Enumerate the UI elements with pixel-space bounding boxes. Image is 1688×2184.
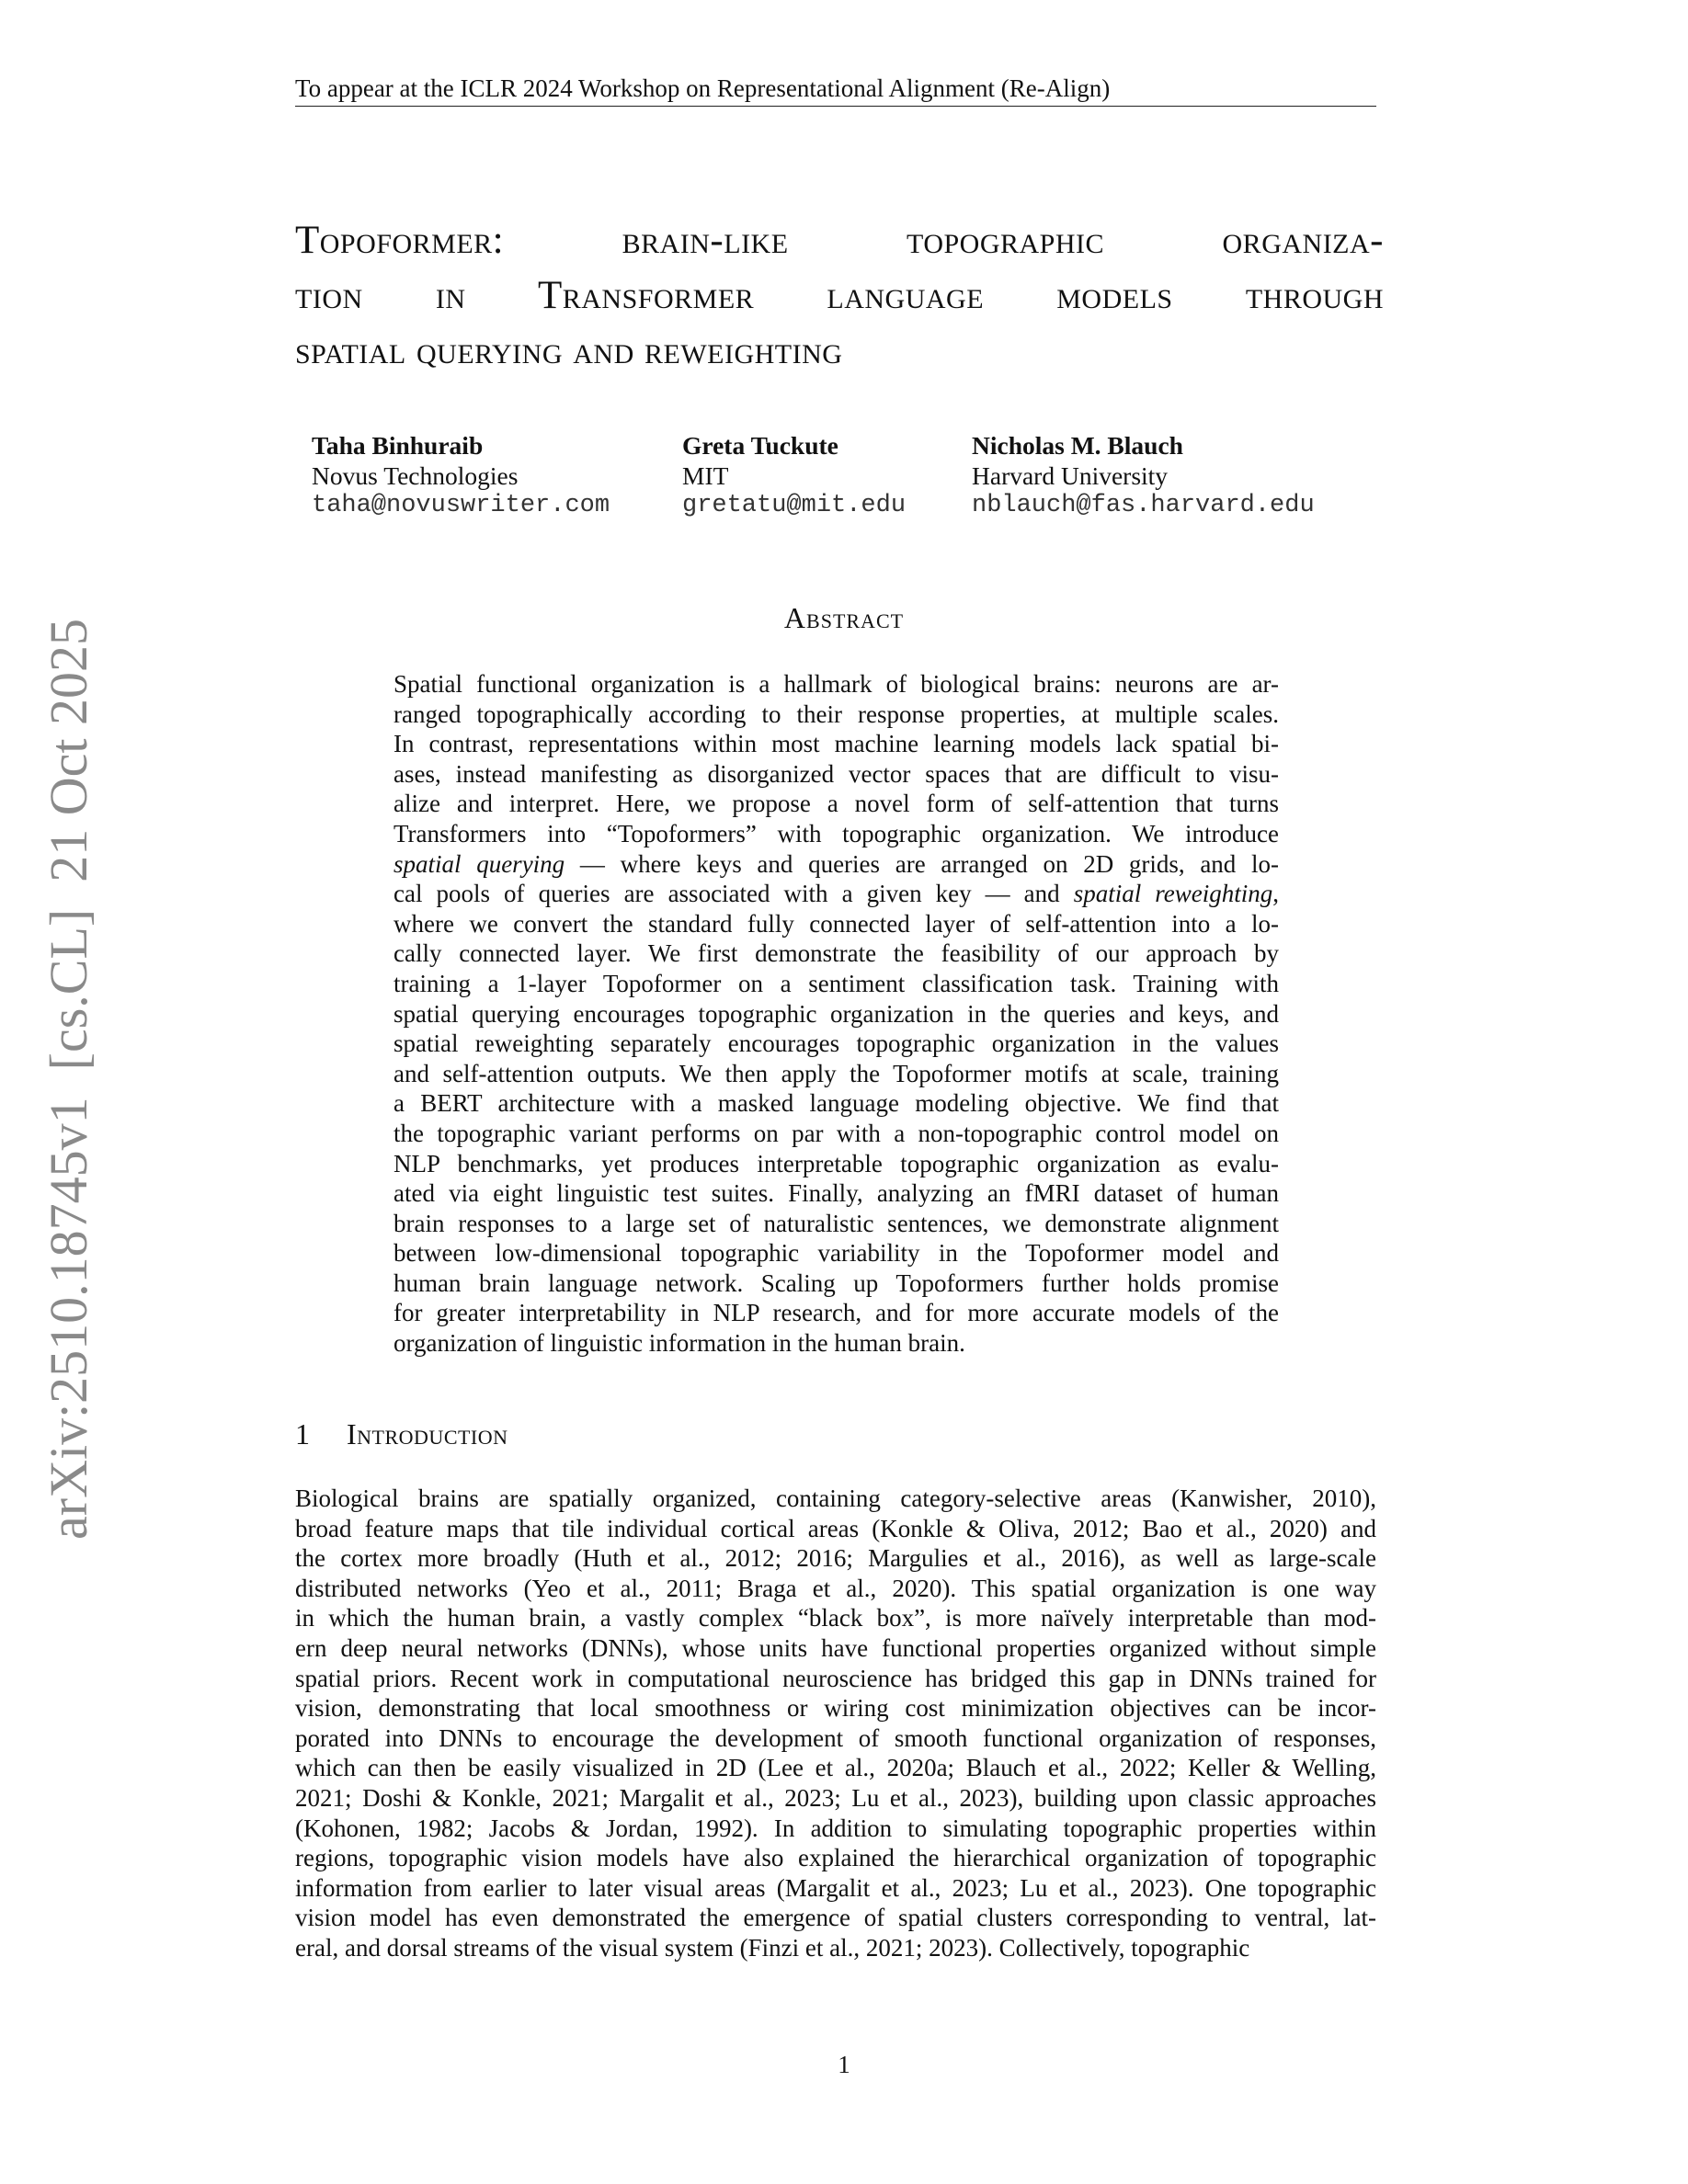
text-line: Transformers into “Topoformers” with topographic organization. We introduce — [393, 819, 1279, 847]
section-title: Introduction — [347, 1417, 508, 1450]
text-line: Biological brains are spatially organized, containing category-selective areas (Kanwisher, 2010), — [295, 1484, 1376, 1512]
title-line: spatial querying and reweighting — [295, 329, 843, 372]
text-line: ases, instead manifesting as disorganized vector spaces that are difficult to visu- — [393, 759, 1279, 788]
text-line: spatial priors. Recent work in computational neuroscience has bridged this gap in DNNs trained for — [295, 1664, 1376, 1692]
text-line: NLP benchmarks, yet produces interpretable topographic organization as evalu- — [393, 1149, 1279, 1177]
text-line: Spatial functional organization is a hallmark of biological brains: neurons are ar- — [393, 670, 1279, 698]
text-line: ated via eight linguistic test suites. Finally, analyzing an fMRI dataset of human — [393, 1179, 1279, 1208]
author-block — [682, 430, 906, 521]
text-line: regions, topographic vision models have also explained the hierarchical organization of topographic — [295, 1844, 1376, 1872]
author-block — [312, 430, 610, 521]
page-number: 1 — [838, 2051, 850, 2078]
text-line: human brain language network. Scaling up Topoformers further holds promise — [393, 1268, 1279, 1297]
italic-term: spatial querying — [393, 849, 565, 878]
text-segment: cal pools of queries are associated with a given key — and — [393, 880, 1074, 908]
text-line: eral, and dorsal streams of the visual system (Finzi et al., 2021; 2023). Collectively, topographic — [295, 1933, 1250, 1962]
title-line: tion in Transformer language models through — [295, 274, 1384, 317]
author-name: Greta Tuckute — [682, 431, 838, 460]
text-line: where we convert the standard fully connected layer of self-attention into a lo- — [393, 909, 1279, 938]
text-line: ranged topographically according to their response properties, at multiple scales. — [393, 700, 1279, 728]
author-email[interactable]: nblauch@fas.harvard.edu — [972, 492, 1315, 519]
text-line — [393, 849, 1279, 880]
header-rule — [295, 106, 1376, 107]
text-line: In contrast, representations within most machine learning models lack spatial bi- — [393, 730, 1279, 758]
author-email[interactable]: taha@novuswriter.com — [312, 492, 610, 519]
text-segment: , — [1272, 880, 1280, 908]
text-line: a BERT architecture with a masked language modeling objective. We find that — [393, 1089, 1279, 1118]
author-email[interactable]: gretatu@mit.edu — [682, 492, 907, 519]
introduction-body — [295, 1484, 1376, 1963]
text-line: and self-attention outputs. We then apply the Topoformer motifs at scale, training — [393, 1059, 1279, 1087]
arxiv-stamp: arXiv:2510.18745v1 [cs.CL] 21 Oct 2025 — [39, 619, 98, 1540]
text-line: brain responses to a large set of naturalistic sentences, we demonstrate alignment — [393, 1209, 1279, 1237]
section-number: 1 — [295, 1417, 311, 1450]
author-affiliation: Novus Technologies — [312, 461, 519, 490]
text-line: in which the human brain, a vastly complex “black box”, is more naïvely interpretable than mod- — [295, 1604, 1376, 1632]
author-affiliation: MIT — [682, 461, 729, 490]
text-line: porated into DNNs to encourage the development of smooth functional organization of responses, — [295, 1723, 1376, 1752]
text-line: vision, demonstrating that local smoothness or wiring cost minimization objectives can be incor- — [295, 1694, 1376, 1723]
text-line: spatial reweighting separately encourages topographic organization in the values — [393, 1029, 1279, 1058]
section-heading-introduction — [295, 1416, 508, 1452]
text-line: broad feature maps that tile individual cortical areas (Konkle & Oliva, 2012; Bao et al., 2020) and — [295, 1514, 1376, 1542]
text-line: the cortex more broadly (Huth et al., 2012; 2016; Margulies et al., 2016), as well as large-scale — [295, 1544, 1376, 1573]
paper-title — [295, 213, 1384, 379]
text-line: organization of linguistic information in the human brain. — [393, 1329, 965, 1358]
abstract-heading: Abstract — [783, 601, 905, 634]
text-line: alize and interpret. Here, we propose a novel form of self-attention that turns — [393, 790, 1279, 818]
author-block — [972, 430, 1315, 521]
text-line: between low-dimensional topographic variability in the Topoformer model and — [393, 1239, 1279, 1268]
abstract-body — [393, 669, 1279, 1359]
text-segment: — where keys and queries are arranged on 2D grids, and lo- — [565, 849, 1279, 878]
text-line: information from earlier to later visual areas (Margalit et al., 2023; Lu et al., 2023). One topographic — [295, 1873, 1376, 1902]
text-line: for greater interpretability in NLP research, and for more accurate models of the — [393, 1299, 1279, 1327]
text-line — [393, 879, 1279, 909]
text-line: (Kohonen, 1982; Jacobs & Jordan, 1992). In addition to simulating topographic properties within — [295, 1814, 1376, 1842]
running-head: To appear at the ICLR 2024 Workshop on Representational Alignment (Re-Align) — [295, 74, 1111, 102]
author-name: Nicholas M. Blauch — [972, 431, 1183, 460]
text-line: distributed networks (Yeo et al., 2011; Braga et al., 2020). This spatial organization is one way — [295, 1574, 1376, 1602]
title-line: Topoformer: brain-like topographic organiza- — [295, 219, 1384, 262]
text-line: ern deep neural networks (DNNs), whose units have functional properties organized without simple — [295, 1633, 1376, 1662]
text-line: the topographic variant performs on par with a non-topographic control model on — [393, 1119, 1279, 1147]
text-line: cally connected layer. We first demonstrate the feasibility of our approach by — [393, 939, 1279, 968]
text-line: 2021; Doshi & Konkle, 2021; Margalit et al., 2023; Lu et al., 2023), building upon classic approaches — [295, 1783, 1376, 1812]
italic-term: spatial reweighting — [1073, 880, 1273, 908]
text-line: training a 1-layer Topoformer on a sentiment classification task. Training with — [393, 969, 1279, 997]
author-affiliation: Harvard University — [972, 461, 1169, 490]
text-line: which can then be easily visualized in 2D (Lee et al., 2020a; Blauch et al., 2022; Keller & Welling, — [295, 1754, 1376, 1782]
text-line: spatial querying encourages topographic organization in the queries and keys, and — [393, 999, 1279, 1028]
text-line: vision model has even demonstrated the emergence of spatial clusters corresponding to ventral, lat- — [295, 1904, 1376, 1932]
author-name: Taha Binhuraib — [312, 431, 484, 460]
